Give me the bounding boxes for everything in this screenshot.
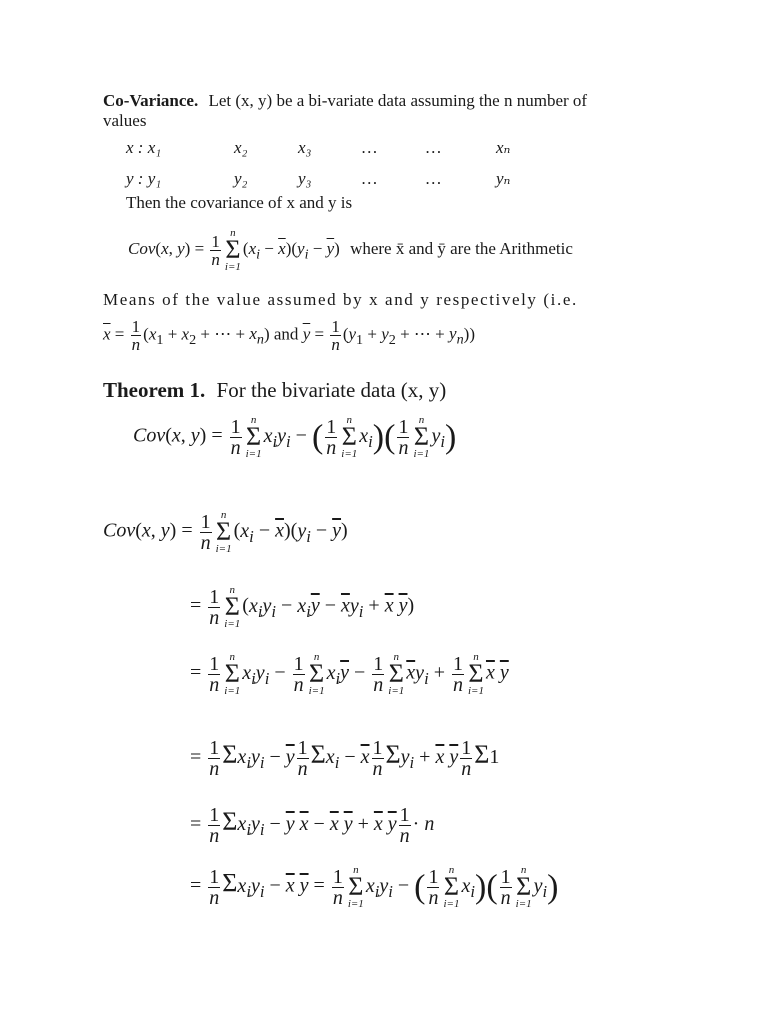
proof-step-5: = $\frac{1}{n}$ $\Sigma x_iy_i - \overline{y}$ $\overline{x} - \overline{x}$ $\overline{y} + \overline{x}$ $\overline{y}$ $\frac{1}{n}$ · n: [190, 804, 435, 847]
proof-step-3: = $\frac{1}{n}$ n Σ i=1 $x_iy_i$ − $\frac{1}{n}$ n Σ i=1 $x_i\overline{y}$ − $\frac{1}{n}$ n Σ i=1 $\overline{x}y_i$ + $\frac{1}{n}$ n Σ i=1 $\overline{x}$ $\overline{y}$: [190, 651, 509, 697]
proof-step-4: = $\frac{1}{n}$ $\Sigma x_iy_i - \overline{y}$ $\frac{1}{n}$ $\Sigma x_i - \overline{x}$ $\frac{1}{n}$ $\Sigma y_i + \overline{x}$ $\overline{y}$ $\frac{1}{n}$ Σ1: [190, 737, 500, 780]
covariance-heading: Co-Variance.: [103, 91, 199, 110]
x-cell: x₃: [298, 138, 312, 157]
x-cell: x₂: [234, 138, 248, 157]
definition-text: Let (x, y) be a bi-variate data assuming the n number of: [208, 91, 588, 110]
covariance-formula: Cov(x, y) = $\frac{1}{n}$ n Σ i=1 $(x_i - \overline{x})(y_i - \overline{y})$ where x̄ and ȳ are the Arithmetic: [128, 227, 573, 273]
theorem-formula: Cov(x, y) = $\frac{1}{n}$ n Σ i=1 $x_iy_i$ − ( $\frac{1}{n}$ n Σ i=1 $x_i$)( $\frac{1}{n}$ n Σ i=1 $y_i$): [133, 414, 457, 460]
x-cell: …: [426, 138, 442, 157]
and-text: and: [273, 324, 299, 344]
theorem-text: For the bivariate data (x, y): [216, 378, 447, 402]
x-cell: xₙ: [496, 138, 511, 157]
y-cell: y : y₁: [126, 169, 162, 188]
y-cell: …: [362, 169, 378, 188]
theorem-line: [103, 378, 446, 403]
x-cell: x : x₁: [126, 138, 162, 157]
means-text: Means of the value assumed by x and y respectively (i.e.: [103, 290, 578, 309]
y-cell: yₙ: [496, 169, 511, 188]
values-label: values: [103, 111, 147, 130]
x-cell: …: [362, 138, 378, 157]
means-formula: $\overline{x}$ = $\frac{1}{n}$ ($x_1 + x_2$ + ⋯ + $x_n$) and $\overline{y}$ = $\frac{1}{n}$ ($y_1 + y_2$ + ⋯ + $y_n$)): [103, 317, 475, 354]
where-text: where x̄ and ȳ are the Arithmetic: [350, 239, 573, 259]
proof-step-2: = $\frac{1}{n}$ n Σ i=1 ($x_iy_i - x_i\overline{y} - \overline{x}y_i + \overline{x}$ $\overline{y}$): [190, 584, 415, 630]
theorem-title: Theorem 1.: [103, 378, 206, 402]
y-cell: y₃: [298, 169, 312, 188]
proof-step-6: = $\frac{1}{n}$ $\Sigma x_iy_i - \overline{x}$ $\overline{y}$ = $\frac{1}{n}$ n Σ i=1 $x_iy_i$ − ( $\frac{1}{n}$ n Σ i=1 $x_i$)( $\frac{1}{n}$ n Σ i=1 $y_i$): [190, 864, 559, 910]
y-values-row: [126, 169, 510, 189]
y-cell: y₂: [234, 169, 248, 188]
covariance-definition-line: [103, 91, 587, 111]
then-text: Then the covariance of x and y is: [126, 193, 353, 212]
y-cell: …: [426, 169, 442, 188]
x-values-row: [126, 138, 510, 158]
proof-step-1: Cov(x, y) = $\frac{1}{n}$ n Σ i=1 $(x_i - \overline{x})(y_i - \overline{y})$: [103, 509, 348, 555]
